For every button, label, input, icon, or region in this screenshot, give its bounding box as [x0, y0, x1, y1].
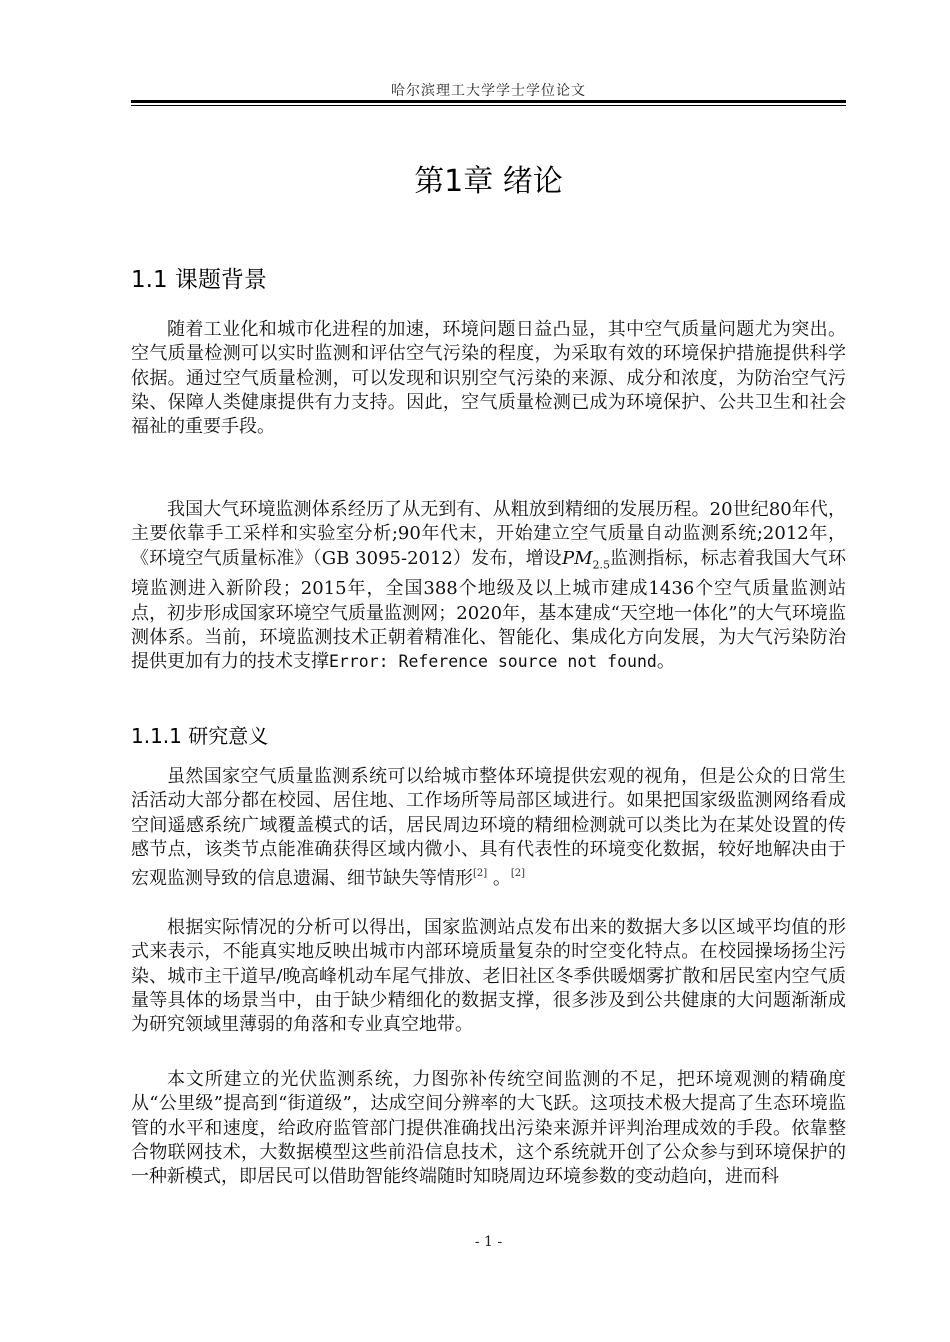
section-heading-1-1: 1.1 课题背景	[131, 267, 267, 293]
paragraph-significance-3: 本文所建立的光伏监测系统，力图弥补传统空间监测的不足，把环境观测的精确度从“公里级”提高到“街道级”，达成空间分辨率的大飞跃。这项技术极大提高了生态环境监管的水平和速度，给政府监管部门提供准确找出污染来源并评判治理成效的手段。依靠整合物联网技术，大数据模型这些前沿信息技术，这个系统就开创了公众参与到环境保护的一种新模式，即居民可以借助智能终端随时知晓周边环境参数的变动趋向，进而科	[131, 1069, 846, 1188]
paragraph-significance-2: 根据实际情况的分析可以得出，国家监测站点发布出来的数据大多以区域平均值的形式来表示，不能真实地反映出城市内部环境质量复杂的时空变化特点。在校园操场扬尘污染、城市主干道早/晚高峰机动车尾气排放、老旧社区冬季供暖烟雾扩散和居民室内空气质量等具体的场景当中，由于缺少精细化的数据支撑，很多涉及到公共健康的大问题渐渐成为研究领域里薄弱的角落和专业真空地带。	[131, 917, 846, 1036]
paragraph-significance-1	[131, 765, 846, 891]
paragraph-text: 虽然国家空气质量监测系统可以给城市整体环境提供宏观的视角，但是公众的日常生活活动大部分都在校园、居住地、工作场所等局部区域进行。如果把国家级监测网络看成空间遥感系统广域覆盖模式的话，居民周边环境的精细检测就可以类比为在某处设置的传感节点，该类节点能准确获得区域内微小、具有代表性的环境变化数据，较好地解决由于宏观监测导致的信息遗漏、细节缺失等情形	[131, 766, 846, 890]
header-rule-thick	[131, 100, 846, 103]
section-heading-1-1-1: 1.1.1 研究意义	[131, 724, 269, 748]
reference-error-text: Error: Reference source not found	[329, 652, 657, 672]
citation-marker: [2]	[510, 868, 526, 880]
paragraph-punct: 。	[487, 868, 511, 890]
citation-marker: [2]	[473, 868, 488, 880]
paragraph-text: 监测指标，标志着我国大气环境监测进入新阶段；2015年，全国388个地级及以上城市建成1436个空气质量监测站点，初步形成国家环境空气质量监测网；2020年，基本建成“天空地一体化”的大气环境监测体系。当前，环境监测技术正朝着精准化、智能化、集成化方向发展，为大气污染防治提供更加有力的技术支撑	[131, 547, 846, 673]
running-header: 哈尔滨理工大学学士学位论文	[391, 83, 586, 99]
paragraph-background-1: 随着工业化和城市化进程的加速，环境问题日益凸显，其中空气质量问题尤为突出。空气质量检测可以实时监测和评估空气污染的程度，为采取有效的环境保护措施提供科学依据。通过空气质量检测，可以发现和识别空气污染的来源、成分和浓度，为防治空气污染、保障人类健康提供有力支持。因此，空气质量检测已成为环境保护、公共卫生和社会福祉的重要手段。	[131, 319, 846, 438]
pm-subscript: 2.5	[592, 558, 610, 572]
header-rule-thin	[131, 105, 846, 106]
paragraph-text: 我国大气环境监测体系经历了从无到有、从粗放到精细的发展历程。20世纪80年代，主要依靠手工采样和实验室分析;90年代末，开始建立空气质量自动监测系统;2012年，《环境空气质量标准》（GB 3095-2012）发布，增设	[131, 499, 846, 569]
paragraph-background-2	[131, 498, 846, 675]
chapter-title: 第1章 绪论	[414, 164, 563, 199]
paragraph-end: 。	[656, 651, 675, 673]
page-number: - 1 -	[474, 1234, 503, 1250]
pm-symbol: PM	[561, 547, 593, 569]
